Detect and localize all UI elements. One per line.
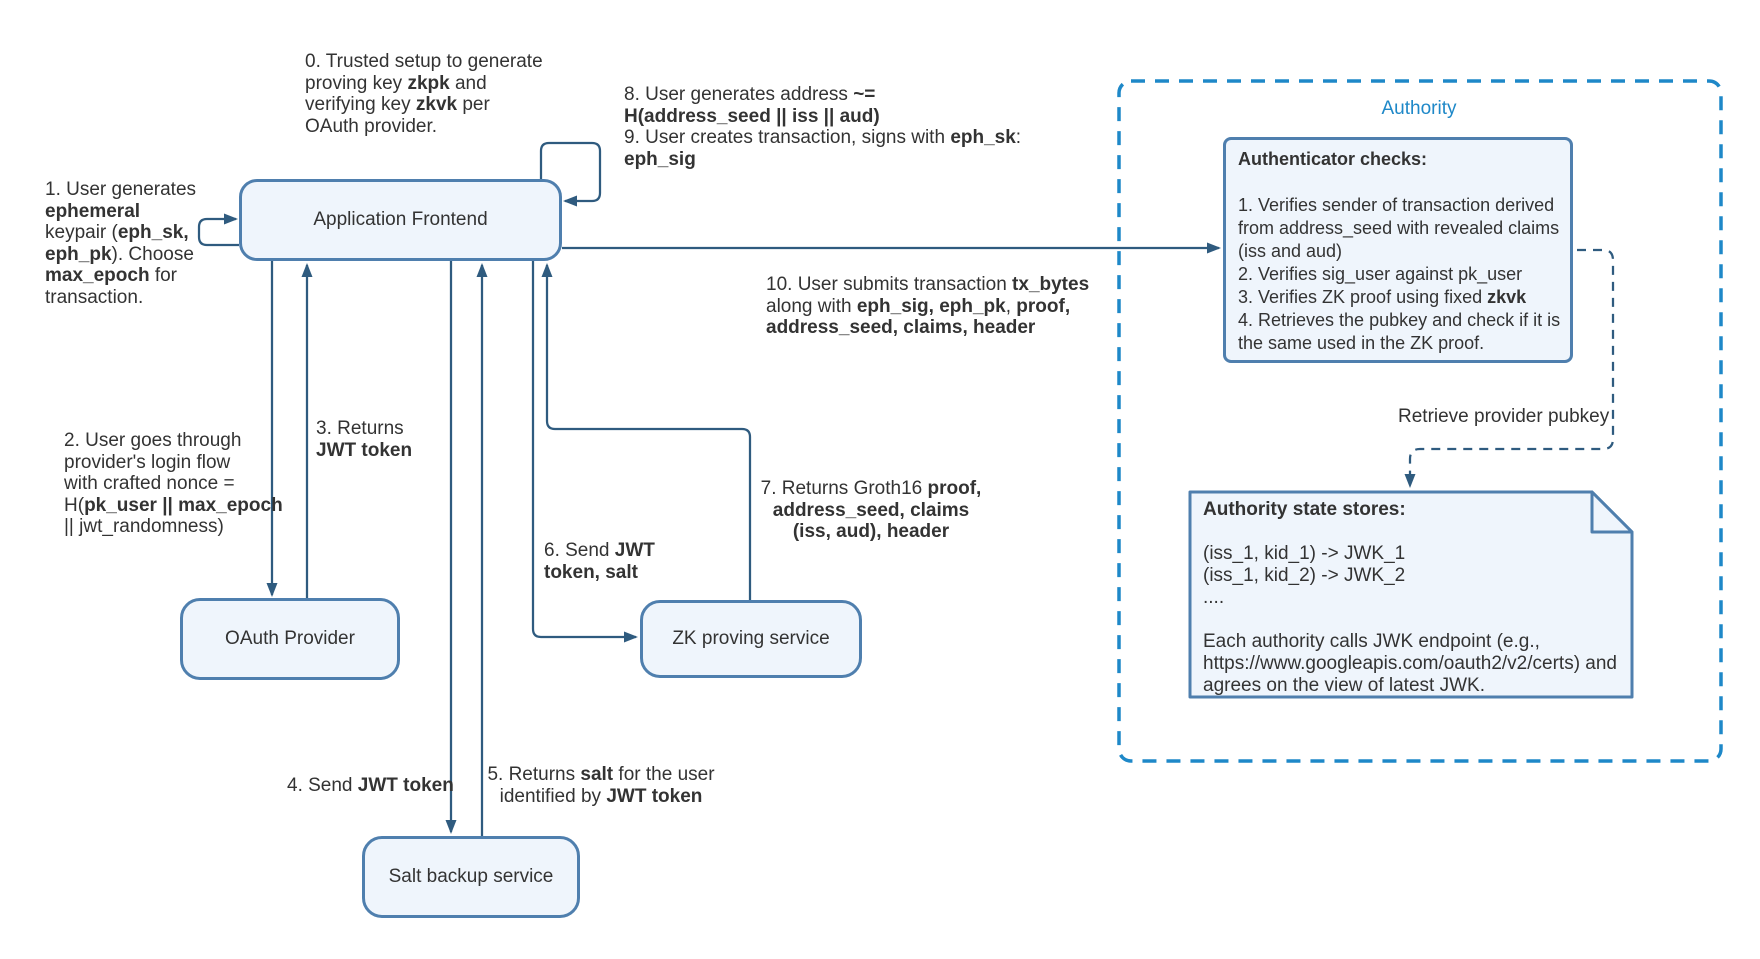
retrieve-provider-pubkey-label: Retrieve provider pubkey: [1398, 406, 1610, 427]
annotation-step-5: 5. Returns salt for the user identified by JWT token: [487, 764, 715, 807]
annotation-step-0: 0. Trusted setup to generate proving key zkpk and verifying key zkvk per OAuth provider.: [305, 51, 543, 137]
salt-backup-service-node: [362, 836, 580, 918]
arrow-self-loop-left: [199, 219, 239, 245]
annotation-step-8-9: 8. User generates address ~= H(address_seed || iss || aud) 9. User creates transaction, signs with eph_sk: eph_sig: [624, 84, 1022, 170]
authenticator-checks-box: Authenticator checks: 1. Verifies sender of transaction derived from address_seed with revealed claims (iss and aud) 2. Verifies sig_user against pk_user 3. Verifies ZK proof using fixed zkvk 4. Retrieves the pubkey and check if it is the same used in the ZK proof.: [1223, 137, 1573, 363]
zk-proving-service-label: ZK proving service: [672, 628, 830, 649]
annotation-step-3: 3. Returns JWT token: [316, 418, 413, 461]
application-frontend-label: Application Frontend: [313, 209, 488, 230]
annotation-step-7: 7. Returns Groth16 proof, address_seed, claims (iss, aud), header: [760, 478, 982, 542]
oauth-provider-label: OAuth Provider: [225, 628, 355, 649]
authority-state-stores-text: Authority state stores: (iss_1, kid_1) -> JWK_1 (iss_1, kid_2) -> JWK_2 .... Each authority calls JWK endpoint (e.g., https://www.googleapis.com/oauth2/v2/certs) and agrees on the view of latest JWK.: [1203, 499, 1618, 696]
zk-proving-service-node: [640, 600, 862, 678]
authority-label: Authority: [1381, 98, 1457, 119]
annotation-step-1: 1. User generates ephemeral keypair (eph_sk, eph_pk). Choose max_epoch for transaction.: [45, 179, 197, 308]
salt-backup-service-label: Salt backup service: [388, 866, 554, 887]
annotation-step-2: 2. User goes through provider's login flow with crafted nonce = H(pk_user || max_epoch || jwt_randomness): [64, 430, 283, 537]
annotation-step-6: 6. Send JWT token, salt: [544, 540, 655, 583]
annotation-step-4: 4. Send JWT token: [287, 775, 454, 796]
application-frontend-node: [239, 179, 562, 261]
oauth-provider-node: [180, 598, 400, 680]
annotation-step-10: 10. User submits transaction tx_bytes along with eph_sig, eph_pk, proof, address_seed, claims, header: [766, 274, 1090, 338]
